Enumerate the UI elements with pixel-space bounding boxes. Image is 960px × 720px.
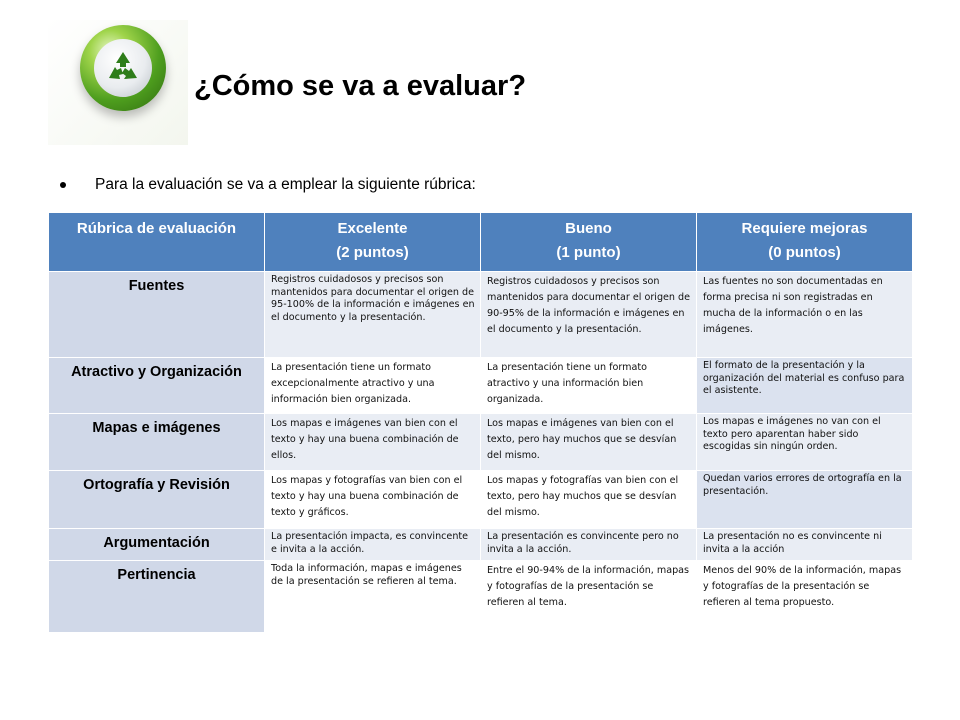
- rubric-cell: Los mapas e imágenes van bien con el texto y hay una buena combinación de ellos.: [265, 414, 481, 471]
- criterion-cell: Ortografía y Revisión: [49, 471, 265, 529]
- globe-icon: [80, 25, 166, 111]
- header-label: Rúbrica de evaluación: [76, 220, 237, 237]
- slide-title: ¿Cómo se va a evaluar?: [194, 70, 527, 102]
- table-row: [49, 358, 913, 414]
- header-points: (1 punto): [556, 244, 621, 261]
- rubric-cell: Entre el 90-94% de la información, mapas y fotografías de la presentación se refieren al tema.: [481, 561, 697, 633]
- bullet-text: Para la evaluación se va a emplear la siguiente rúbrica:: [95, 176, 476, 193]
- header-label: Excelente: [337, 220, 408, 237]
- table-row: [49, 272, 913, 358]
- recycle-icon: [94, 39, 152, 97]
- rubric-cell: Toda la información, mapas e imágenes de la presentación se refieren al tema.: [265, 561, 481, 633]
- rubric-cell: La presentación no es convincente ni invita a la acción: [697, 529, 913, 561]
- header-row: [49, 213, 913, 272]
- header-points: (0 puntos): [768, 244, 841, 261]
- table-row: [49, 414, 913, 471]
- header-excelente: [265, 213, 481, 272]
- rubric-cell: Registros cuidadosos y precisos son mantenidos para documentar el origen de 95-100% de la información e imágenes en el documento y la presentación.: [265, 272, 481, 358]
- header-criterion: [49, 213, 265, 272]
- criterion-cell: Atractivo y Organización: [49, 358, 265, 414]
- recycle-globe-logo: [48, 20, 188, 145]
- rubric-cell: Las fuentes no son documentadas en forma precisa ni son registradas en mucha de la información o en las imágenes.: [697, 272, 913, 358]
- bullet-item: [60, 176, 476, 194]
- rubric-table: [48, 212, 913, 633]
- rubric-cell: El formato de la presentación y la organización del material es confuso para el asistente.: [697, 358, 913, 414]
- header-bueno: [481, 213, 697, 272]
- rubric-cell: La presentación tiene un formato excepcionalmente atractivo y una información bien organizada.: [265, 358, 481, 414]
- rubric-cell: La presentación tiene un formato atractivo y una información bien organizada.: [481, 358, 697, 414]
- header-label: Requiere mejoras: [741, 220, 868, 237]
- rubric-cell: Los mapas e imágenes van bien con el texto, pero hay muchos que se desvían del mismo.: [481, 414, 697, 471]
- criterion-cell: Pertinencia: [49, 561, 265, 633]
- rubric-cell: Los mapas y fotografías van bien con el texto, pero hay muchos que se desvían del mismo.: [481, 471, 697, 529]
- rubric-cell: Menos del 90% de la información, mapas y fotografías de la presentación se refieren al tema propuesto.: [697, 561, 913, 633]
- table-row: [49, 471, 913, 529]
- criterion-cell: Mapas e imágenes: [49, 414, 265, 471]
- criterion-cell: Argumentación: [49, 529, 265, 561]
- table-row: [49, 529, 913, 561]
- rubric-cell: La presentación impacta, es convincente e invita a la acción.: [265, 529, 481, 561]
- header-requiere-mejoras: [697, 213, 913, 272]
- header-points: (2 puntos): [336, 244, 409, 261]
- rubric-cell: Los mapas y fotografías van bien con el texto y hay una buena combinación de texto y gráficos.: [265, 471, 481, 529]
- rubric-cell: La presentación es convincente pero no invita a la acción.: [481, 529, 697, 561]
- rubric-cell: Registros cuidadosos y precisos son mantenidos para documentar el origen de 90-95% de la información e imágenes en el documento y la presentación.: [481, 272, 697, 358]
- table-row: [49, 561, 913, 633]
- header-label: Bueno: [565, 220, 612, 237]
- bullet-dot-icon: [60, 182, 66, 188]
- criterion-cell: Fuentes: [49, 272, 265, 358]
- rubric-cell: Quedan varios errores de ortografía en la presentación.: [697, 471, 913, 529]
- rubric-cell: Los mapas e imágenes no van con el texto pero aparentan haber sido escogidas sin ningún orden.: [697, 414, 913, 471]
